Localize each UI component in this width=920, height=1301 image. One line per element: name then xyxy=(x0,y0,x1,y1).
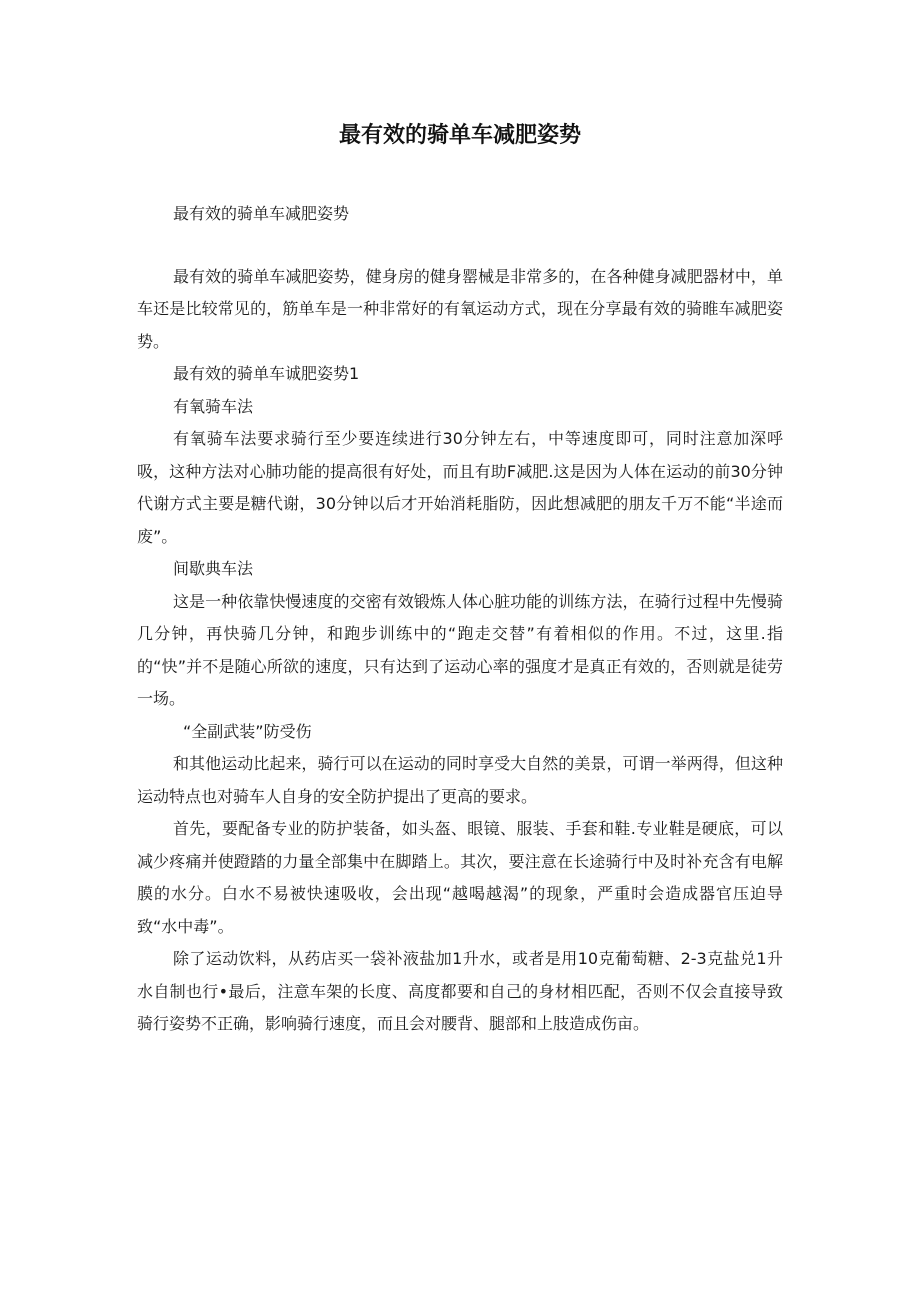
page-title: 最有效的骑单车减肥姿势 xyxy=(338,123,581,148)
safety-paragraph-2: 首先，要配备专业的防护装备，如头盔、眼镜、服装、手套和鞋.专业鞋是硬底，可以减少疼痛并使蹬踏的力量全部集中在脚踏上。其次，要注意在长途骑行中及时补充含有电解膜的水分。白水不易被快速吸收，会出现“越喝越渴”的现象，严重时会造成器官压迫导致“水中毒”。 xyxy=(137,819,783,936)
method2-heading: 间歇典车法 xyxy=(173,559,254,578)
section-heading: 最有效的骑单车诚肥姿势1 xyxy=(173,364,360,383)
spacer xyxy=(137,231,783,261)
safety-paragraph-3: 除了运动饮料，从药店买一袋补液盐加1升水，或者是用10克葡萄糖、2-3克盐兑1升水自制也行•最后，注意车架的长度、高度都要和自己的身材相匹配，否则不仅会直接导致骑行姿势不正确，影响骑行速度，而且会对腰背、腿部和上肢造成伤亩。 xyxy=(137,949,783,1033)
safety-paragraph-1: 和其他运动比起来，骑行可以在运动的同时享受大自然的美景，可谓一举两得，但这种运动特点也对骑车人自身的安全防护提出了更高的要求。 xyxy=(137,754,783,806)
method2-paragraph: 这是一种依靠快慢速度的交密有效锻炼人体心脏功能的训练方法，在骑行过程中先慢骑几分钟，再快骑几分钟，和跑步训练中的“跑走交替”有着相似的作用。不过，这里.指的“快”并不是随心所欲的速度，只有达到了运动心率的强度才是真正有效的，否则就是徒劳一场。 xyxy=(137,591,783,708)
intro-paragraph: 最有效的骑单车减肥姿势，健身房的健身罂械是非常多的，在各种健身减肥器材中，单车还是比较常见的，筋单车是一种非常好的有氧运动方式，现在分享最有效的骑睢车减肥姿势。 xyxy=(137,266,783,351)
document-body xyxy=(137,198,783,1041)
method1-paragraph: 有氧骑车法要求骑行至少要连续进行30分钟左右，中等速度即可，同时注意加深呼吸，这种方法对心肺功能的提高很有好处，而且有助F减肥.这是因为人体在运动的前30分钟代谢方式主要是糖代谢，30分钟以后才开始消耗脂防，因此想减肥的朋友千万不能“半途而废”。 xyxy=(137,429,783,546)
subtitle: 最有效的骑单车减肥姿势 xyxy=(173,204,350,223)
method1-heading: 有氧骑车法 xyxy=(173,396,254,416)
safety-heading: “全副武装”防受伤 xyxy=(183,721,312,741)
